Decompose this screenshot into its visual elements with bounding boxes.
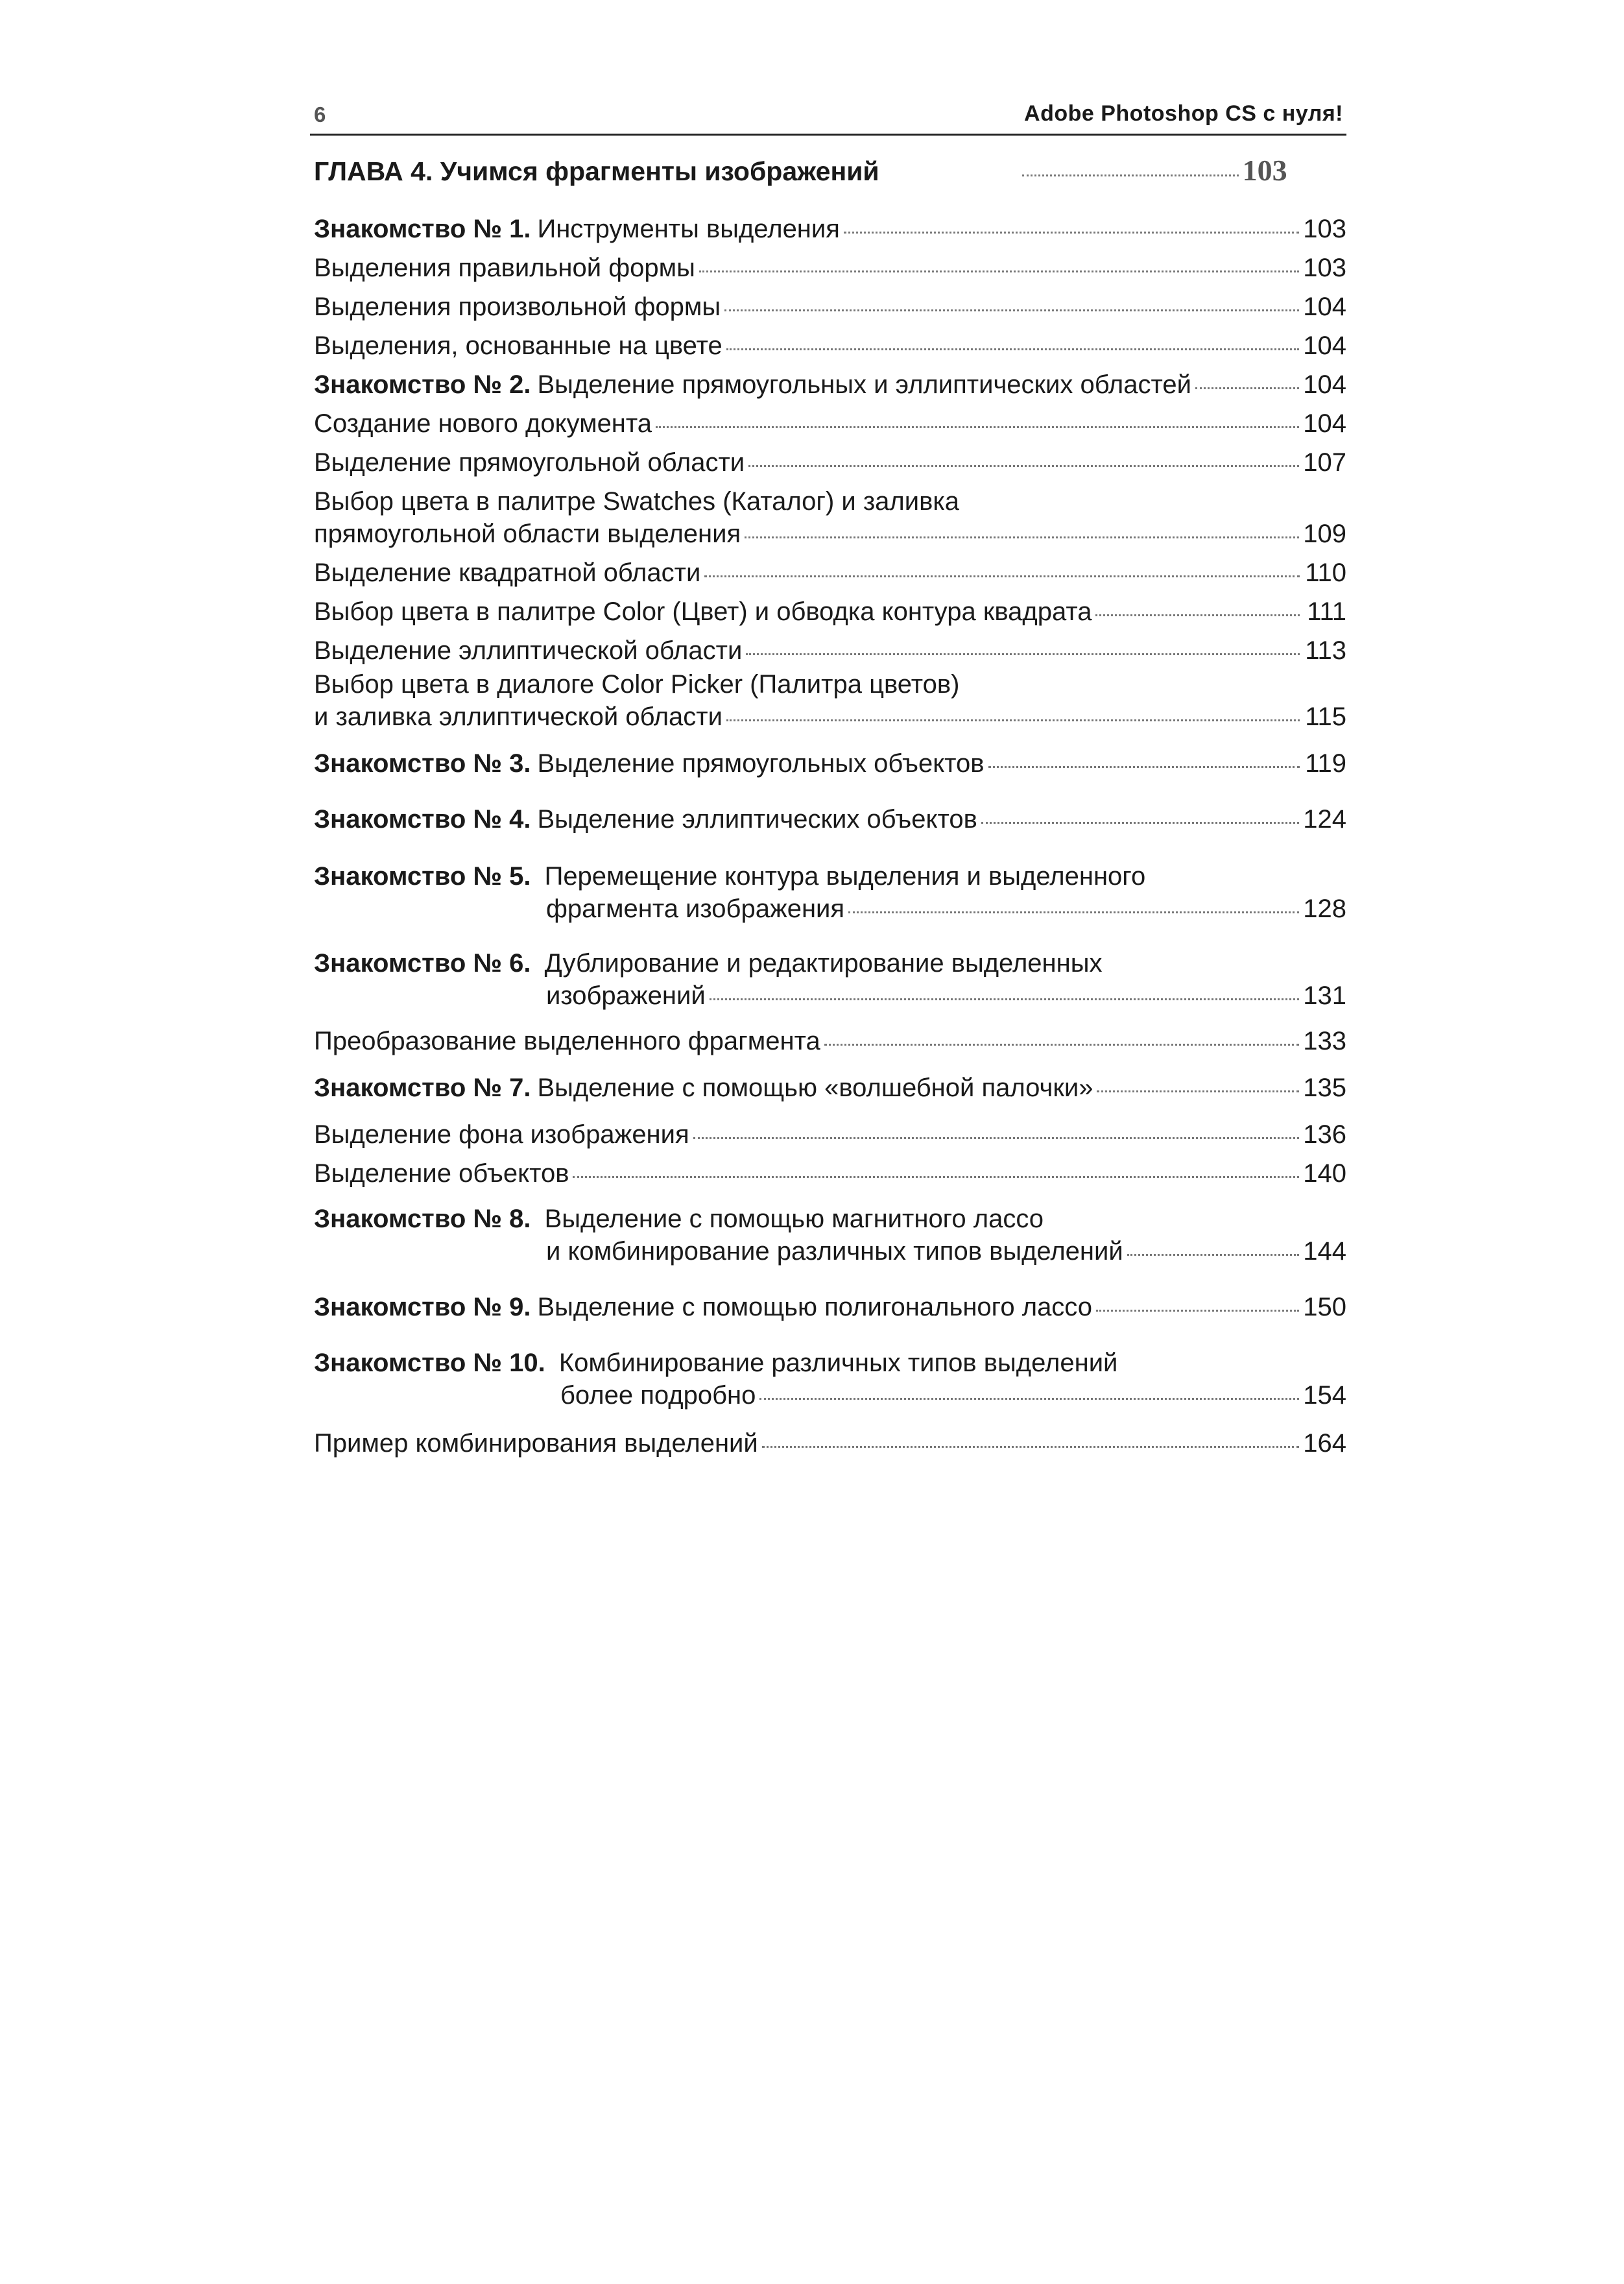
entry-title: Выделение эллиптических объектов — [537, 805, 977, 834]
entry-title: Выделения правильной формы — [314, 254, 695, 282]
entry-title: Выделения произвольной формы — [314, 293, 721, 321]
entry-prefix: Знакомство № 10. — [314, 1349, 545, 1377]
header-rule — [310, 134, 1346, 136]
toc-entry[interactable] — [314, 803, 1346, 835]
toc-entry[interactable] — [314, 1203, 1346, 1268]
toc-entry[interactable] — [314, 252, 1346, 284]
dot-leader — [656, 426, 1299, 428]
toc-entry[interactable] — [314, 1347, 1346, 1412]
entry-page: 104 — [1303, 331, 1346, 360]
dot-leader — [726, 719, 1300, 721]
page-number: 6 — [314, 102, 326, 126]
toc-entry[interactable] — [314, 291, 1346, 323]
entry-page: 111 — [1307, 597, 1346, 626]
dot-leader — [710, 998, 1300, 1000]
dot-leader — [848, 911, 1299, 913]
toc-entry[interactable] — [314, 330, 1346, 362]
entry-title-line1: Выделение с помощью магнитного лассо — [544, 1205, 1044, 1233]
entry-page: 104 — [1303, 370, 1346, 399]
dot-leader — [1095, 614, 1300, 616]
entry-page: 109 — [1303, 520, 1346, 548]
entry-title: Создание нового документа — [314, 409, 652, 438]
entry-page: 113 — [1305, 636, 1346, 665]
toc-entry[interactable] — [314, 1291, 1346, 1323]
entry-page: 115 — [1305, 703, 1346, 731]
dot-leader — [988, 766, 1300, 768]
entry-title: изображений — [546, 981, 706, 1010]
entry-title: Выделение прямоугольных и эллиптических областей — [537, 370, 1191, 399]
chapter-page: 103 — [1242, 154, 1287, 187]
dot-leader — [981, 822, 1299, 824]
entry-prefix: Знакомство № 3. — [314, 749, 531, 778]
dot-leader — [748, 465, 1299, 467]
entry-page: 164 — [1303, 1429, 1346, 1458]
entry-prefix: Знакомство № 1. — [314, 215, 531, 243]
dot-leader — [759, 1398, 1299, 1400]
toc-entry[interactable] — [314, 557, 1346, 589]
entry-title: фрагмента изображения — [546, 895, 845, 923]
entry-page: 103 — [1303, 215, 1346, 243]
toc-entry[interactable] — [314, 634, 1346, 667]
dot-leader — [726, 348, 1300, 350]
entry-title: Выделение с помощью «волшебной палочки» — [537, 1074, 1093, 1102]
toc-entry[interactable] — [314, 1118, 1346, 1151]
entry-prefix: Знакомство № 5. — [314, 862, 531, 891]
dot-leader — [824, 1044, 1300, 1046]
entry-page: 135 — [1303, 1074, 1346, 1102]
entry-title: Выбор цвета в палитре Color (Цвет) и обводка контура квадрата — [314, 597, 1092, 626]
entry-page: 140 — [1303, 1159, 1346, 1188]
toc-entry[interactable] — [314, 1427, 1346, 1460]
running-title: Adobe Photoshop CS с нуля! — [1024, 101, 1343, 126]
toc-entry[interactable] — [314, 368, 1346, 401]
entry-title: более подробно — [560, 1381, 756, 1410]
entry-page: 150 — [1303, 1293, 1346, 1321]
entry-prefix: Знакомство № 4. — [314, 805, 531, 834]
entry-title: Выделение объектов — [314, 1159, 569, 1188]
dot-leader — [693, 1137, 1300, 1139]
dot-leader — [844, 232, 1299, 234]
entry-page: 110 — [1305, 559, 1346, 587]
entry-title-line1: Выбор цвета в диалоге Color Picker (Палитра цветов) — [314, 670, 960, 699]
dot-leader — [724, 309, 1299, 311]
toc-entry[interactable] — [314, 1072, 1346, 1104]
entry-page: 154 — [1303, 1381, 1346, 1410]
entry-title-line1: Комбинирование различных типов выделений — [558, 1349, 1118, 1377]
toc-entry[interactable] — [314, 595, 1346, 628]
entry-title: и заливка эллиптической области — [314, 703, 722, 731]
entry-title: Пример комбинирования выделений — [314, 1429, 758, 1458]
dot-leader — [762, 1446, 1300, 1448]
entry-title: Выделение эллиптической области — [314, 636, 743, 665]
dot-leader — [746, 653, 1300, 655]
dot-leader — [699, 270, 1299, 272]
toc-entry[interactable] — [314, 860, 1346, 925]
entry-prefix: Знакомство № 6. — [314, 949, 531, 978]
dot-leader — [1195, 387, 1299, 389]
entry-page: 131 — [1303, 981, 1346, 1010]
entry-page: 128 — [1303, 895, 1346, 923]
toc-entry[interactable] — [314, 1025, 1346, 1057]
dot-leader — [745, 536, 1299, 538]
entry-title: Инструменты выделения — [537, 215, 840, 243]
entry-title: Выделение прямоугольных объектов — [537, 749, 985, 778]
entry-title: Преобразование выделенного фрагмента — [314, 1027, 820, 1055]
entry-title: Выделение квадратной области — [314, 559, 701, 587]
chapter-title: ГЛАВА 4. Учимся фрагменты изображений — [314, 156, 879, 186]
chapter-heading[interactable] — [314, 154, 1346, 187]
entry-page: 124 — [1303, 805, 1346, 834]
entry-page: 103 — [1303, 254, 1346, 282]
toc-entry[interactable] — [314, 446, 1346, 479]
toc-entry[interactable] — [314, 668, 1346, 733]
entry-page: 133 — [1303, 1027, 1346, 1055]
entry-title: и комбинирование различных типов выделений — [546, 1237, 1123, 1266]
toc-entry[interactable] — [314, 485, 1346, 550]
toc-entry[interactable] — [314, 1157, 1346, 1190]
entry-page: 104 — [1303, 409, 1346, 438]
entry-title: Выделение прямоугольной области — [314, 448, 745, 477]
toc-entry[interactable] — [314, 213, 1346, 245]
entry-page: 136 — [1303, 1120, 1346, 1149]
dot-leader — [1127, 1254, 1300, 1256]
entry-title: прямоугольной области выделения — [314, 520, 741, 548]
dot-leader — [1022, 174, 1239, 176]
toc-entry[interactable] — [314, 407, 1346, 440]
entry-page: 144 — [1303, 1237, 1346, 1266]
dot-leader — [573, 1176, 1299, 1178]
entry-title-line1: Выбор цвета в палитре Swatches (Каталог) и заливка — [314, 487, 959, 516]
dot-leader — [1096, 1310, 1299, 1312]
entry-title: Выделение с помощью полигонального лассо — [537, 1293, 1093, 1321]
entry-prefix: Знакомство № 7. — [314, 1074, 531, 1102]
entry-page: 104 — [1303, 293, 1346, 321]
entry-title-line1: Дублирование и редактирование выделенных — [544, 949, 1103, 978]
toc-entry[interactable] — [314, 747, 1346, 780]
entry-prefix: Знакомство № 9. — [314, 1293, 531, 1321]
entry-title: Выделение фона изображения — [314, 1120, 689, 1149]
entry-title: Выделения, основанные на цвете — [314, 331, 722, 360]
entry-prefix: Знакомство № 2. — [314, 370, 531, 399]
entry-page: 107 — [1303, 448, 1346, 477]
dot-leader — [1097, 1090, 1299, 1092]
entry-page: 119 — [1305, 749, 1346, 778]
dot-leader — [704, 575, 1300, 577]
entry-title-line1: Перемещение контура выделения и выделенного — [544, 862, 1146, 891]
entry-prefix: Знакомство № 8. — [314, 1205, 531, 1233]
toc-entry[interactable] — [314, 947, 1346, 1012]
